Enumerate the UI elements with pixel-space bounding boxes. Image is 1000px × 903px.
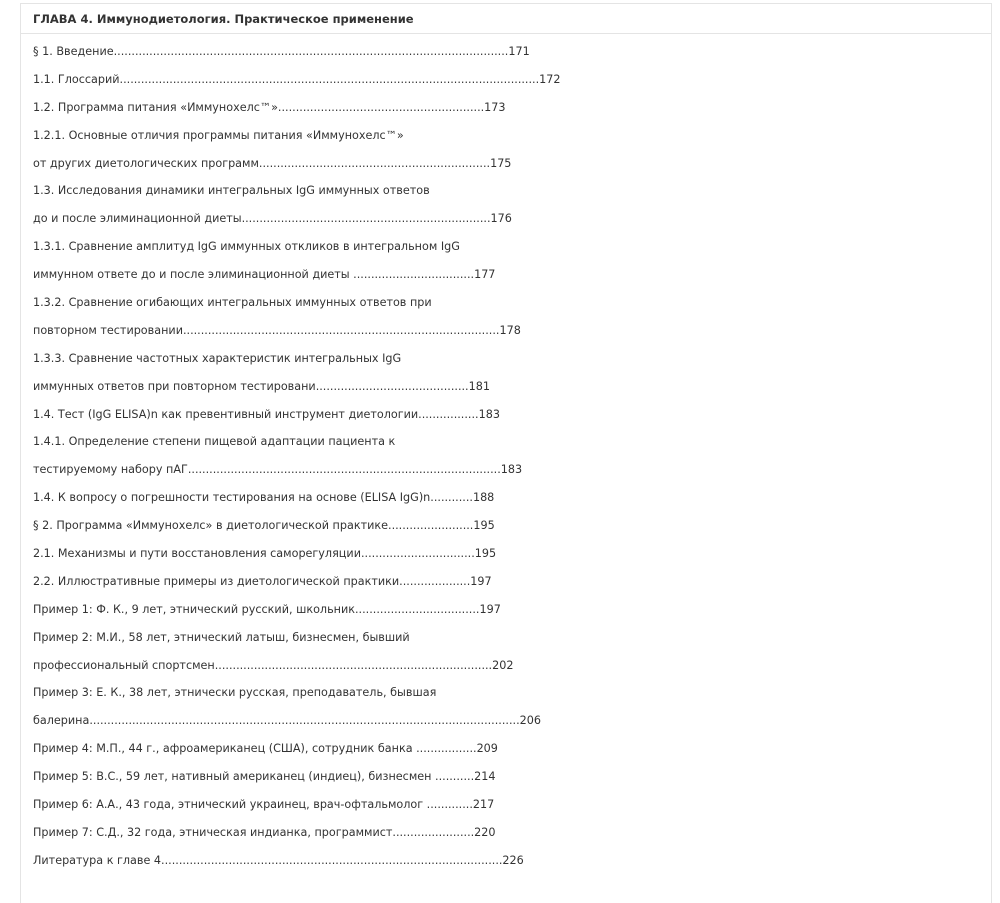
toc-line: до и после элиминационной диеты......................................................................176 (33, 212, 512, 226)
toc-line: Пример 1: Ф. К., 9 лет, этнический русский, школьник...................................197 (33, 602, 501, 616)
toc-line: Пример 7: С.Д., 32 года, этническая индианка, программист.......................220 (33, 825, 496, 839)
toc-line: Пример 2: М.И., 58 лет, этнический латыш, бизнесмен, бывший (33, 630, 410, 644)
chapter-title: ГЛАВА 4. Иммунодиетология. Практическое применение (33, 11, 414, 26)
toc-line: 2.1. Механизмы и пути восстановления саморегуляции................................195 (33, 547, 497, 561)
toc-line: 1.4. К вопросу о погрешности тестирования на основе (ELISA IgG)n............188 (33, 491, 495, 505)
toc-line: § 2. Программа «Иммунохелс» в диетологической практике........................195 (33, 519, 495, 533)
toc-line: Пример 3: Е. К., 38 лет, этнически русская, преподаватель, бывшая (33, 686, 437, 700)
toc-line: 1.4.1. Определение степени пищевой адаптации пациента к (33, 435, 396, 449)
toc-line: § 1. Введение...............................................................................................................171 (33, 45, 530, 58)
chapter-panel (20, 3, 992, 903)
toc-line: 1.3.2. Сравнение огибающих интегральных иммунных ответов при (33, 296, 432, 310)
toc-line: тестируемому набору пАГ........................................................................................183 (33, 463, 523, 477)
toc-line: иммунных ответов при повторном тестировани...........................................181 (33, 379, 490, 393)
toc-line: повторном тестировании.........................................................................................178 (33, 323, 521, 337)
toc-line: иммунном ответе до и после элиминационной диеты ..................................177 (33, 268, 496, 282)
toc-line: профессиональный спортсмен..............................................................................202 (33, 658, 514, 672)
toc-line: Пример 5: В.С., 59 лет, нативный американец (индиец), бизнесмен ...........214 (33, 770, 496, 784)
toc-line: 1.3.3. Сравнение частотных характеристик интегральных IgG (33, 351, 402, 365)
toc-line: 1.3.1. Сравнение амплитуд IgG иммунных откликов в интегральном IgG (33, 240, 460, 254)
toc-line: Пример 6: А.А., 43 года, этнический украинец, врач-офтальмолог .............217 (33, 798, 495, 812)
table-of-contents (33, 38, 561, 875)
toc-line: 1.2. Программа питания «Иммунохелс™»..........................................................173 (33, 100, 506, 114)
toc-line: 1.4. Тест (IgG ELISA)n как превентивный инструмент диетологии.................183 (33, 407, 500, 421)
chapter-header (21, 4, 991, 34)
toc-line: Литература к главе 4................................................................................................226 (33, 853, 524, 867)
toc-line: 2.2. Иллюстративные примеры из диетологической практики....................197 (33, 574, 492, 588)
toc-line: 1.2.1. Основные отличия программы питания «Иммунохелс™» (33, 128, 404, 142)
toc-line: Пример 4: М.П., 44 г., афроамериканец (США), сотрудник банка .................209 (33, 742, 498, 756)
toc-line: балерина.........................................................................................................................206 (33, 714, 541, 728)
toc-line: от других диетологических программ.................................................................175 (33, 156, 512, 170)
toc-line: 1.3. Исследования динамики интегральных IgG иммунных ответов (33, 184, 430, 198)
toc-line: 1.1. Глоссарий......................................................................................................................172 (33, 72, 561, 86)
